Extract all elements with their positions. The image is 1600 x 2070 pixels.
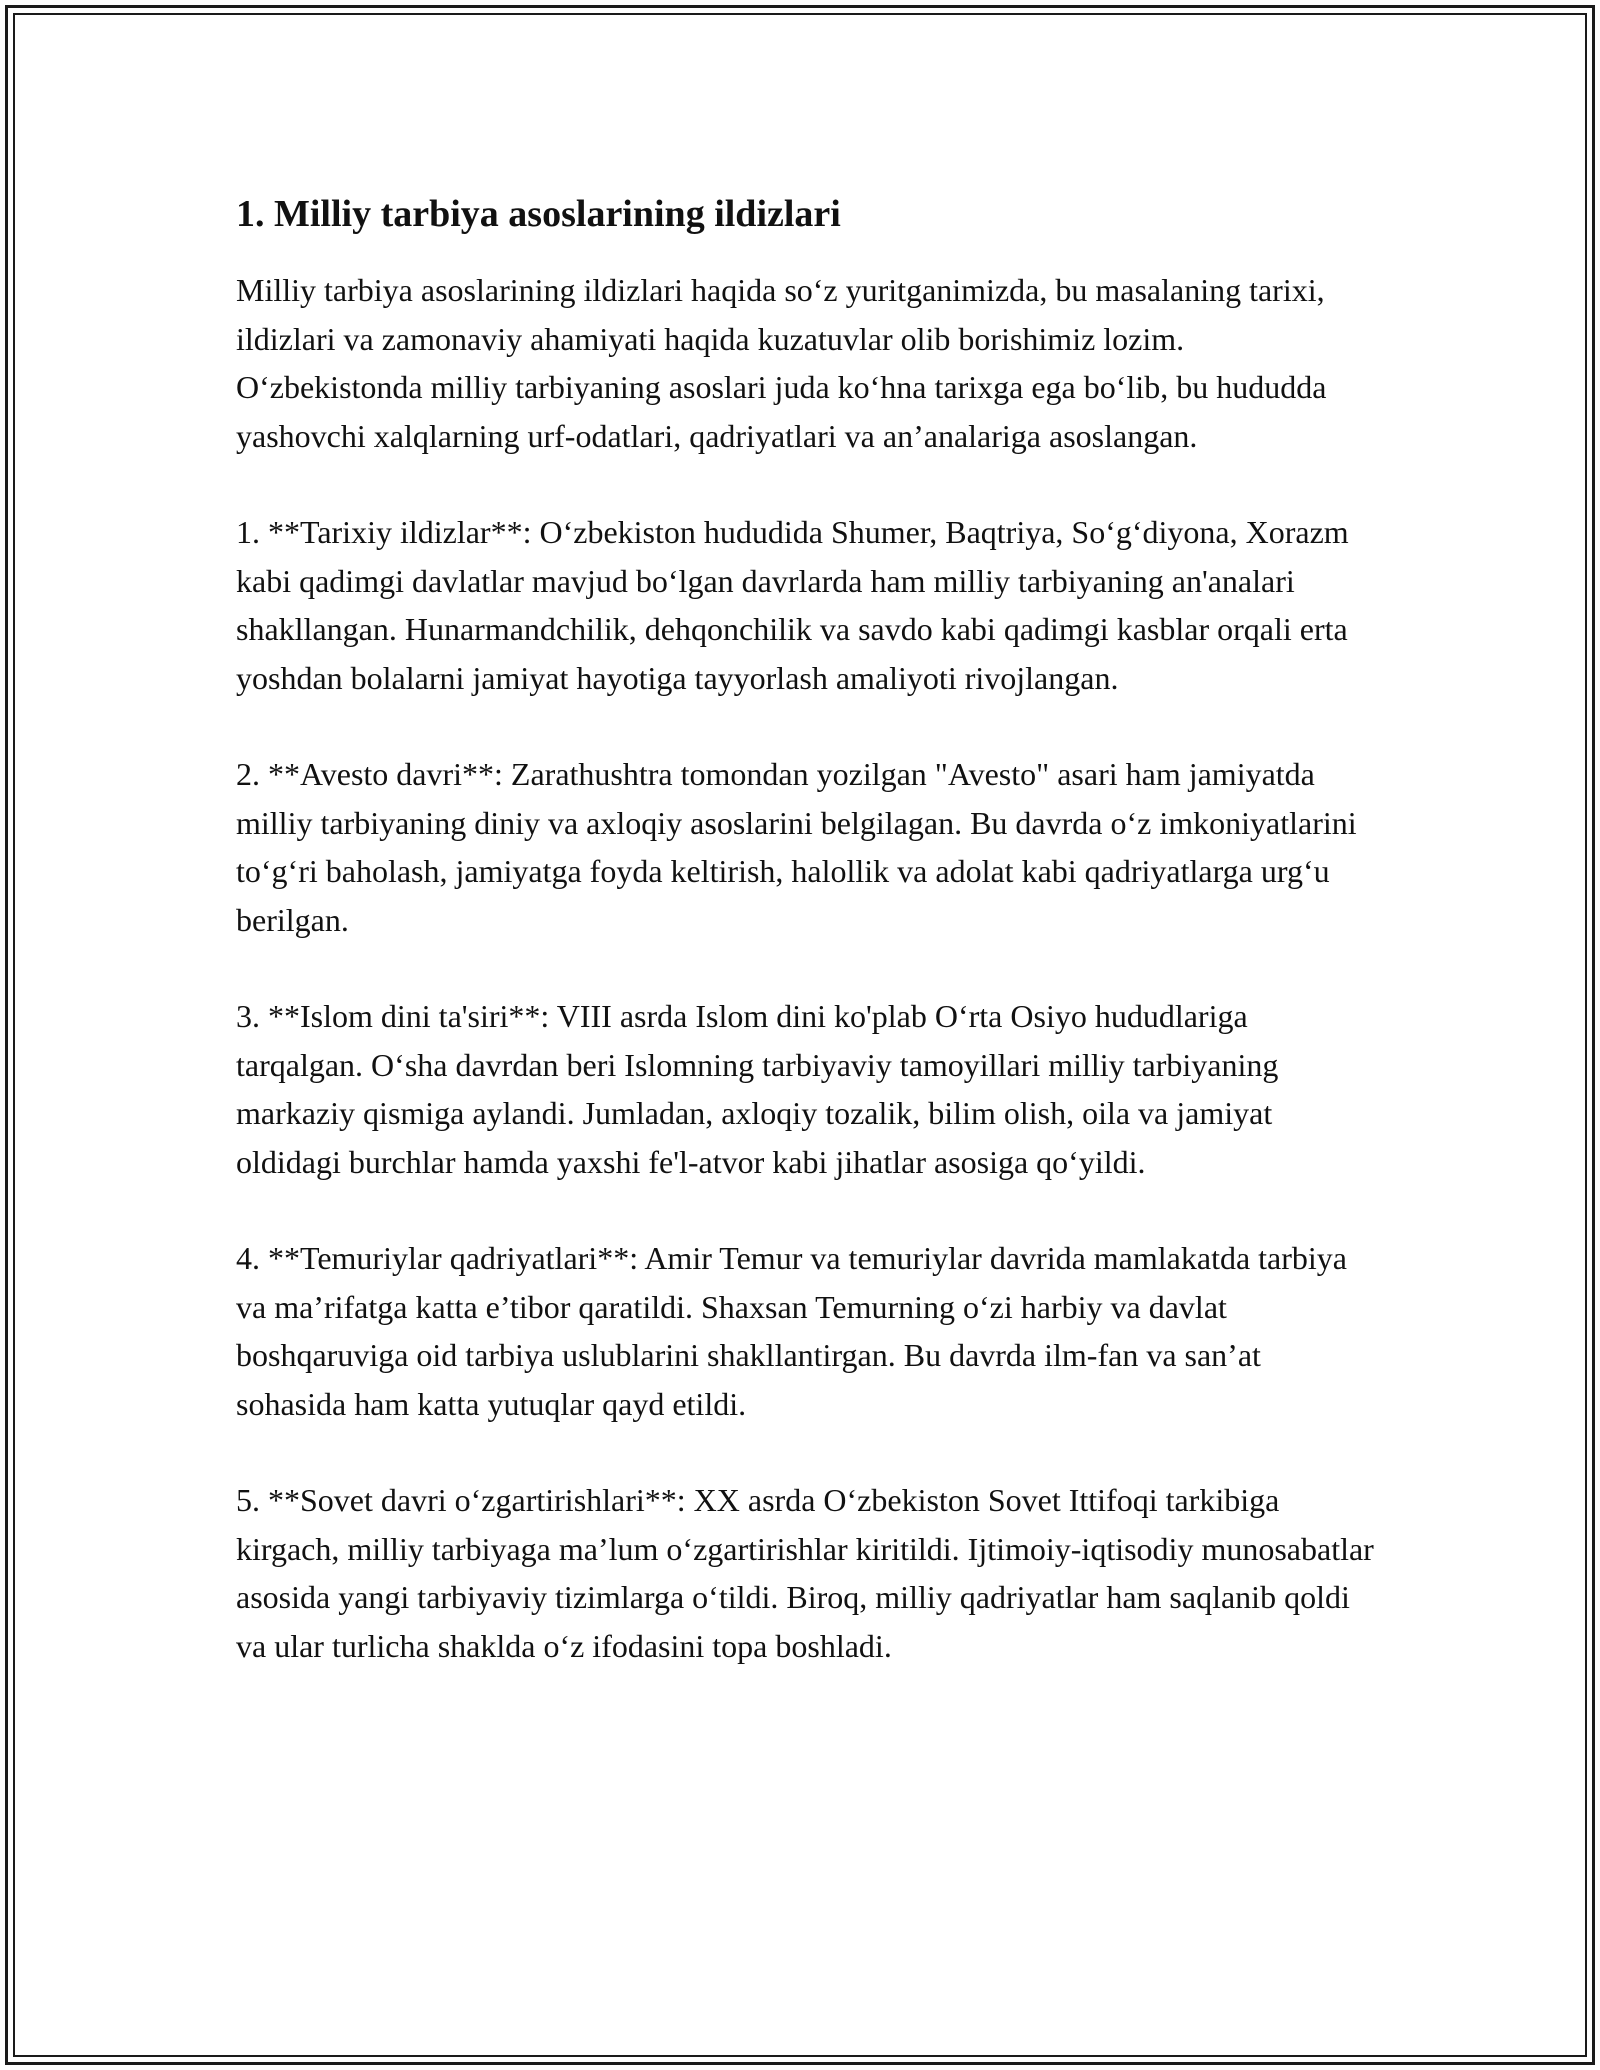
intro-paragraph: Milliy tarbiya asoslarining ildizlari haqida so‘z yuritganimizda, bu masalaning tarixi, ildizlari va zamonaviy ahamiyati haqida kuzatuvlar olib borishimiz lozim. O‘zbekistonda milliy tarbiyaning asoslari juda ko‘hna tarixga ega bo‘lib, bu hududda yashovchi xalqlarning urf-odatlari, qadriyatlari va an’analariga asoslangan. (236, 272, 1327, 454)
list-item-soviet-changes: 5. **Sovet davri o‘zgartirishlari**: XX asrda O‘zbekiston Sovet Ittifoqi tarkibiga kirgach, milliy tarbiyaga ma’lum o‘zgartirishlar kiritildi. Ijtimoiy-iqtisodiy munosabatlar asosida yangi tarbiyaviy tizimlarga o‘tildi. Biroq, milliy qadriyatlar ham saqlanib qoldi va ular turlicha shaklda o‘z ifodasini topa boshladi. (236, 1482, 1374, 1664)
list-item-historical-roots: 1. **Tarixiy ildizlar**: O‘zbekiston hududida Shumer, Baqtriya, So‘g‘diyona, Xorazm kabi qadimgi davlatlar mavjud bo‘lgan davrlarda ham milliy tarbiyaning an'analari shakllangan. Hunarmandchilik, dehqonchilik va savdo kabi qadimgi kasblar orqali erta yoshdan bolalarni jamiyat hayotiga tayyorlash amaliyoti rivojlangan. (236, 514, 1349, 696)
list-item-timurid-values: 4. **Temuriylar qadriyatlari**: Amir Temur va temuriylar davrida mamlakatda tarbiya va ma’rifatga katta e’tibor qaratildi. Shaxsan Temurning o‘zi harbiy va davlat boshqaruviga oid tarbiya uslublarini shakllantirgan. Bu davrda ilm-fan va san’at sohasida ham katta yutuqlar qayd etildi. (236, 1240, 1347, 1422)
document-body (236, 188, 1376, 1718)
section-heading: 1. Milliy tarbiya asoslarining ildizlari (236, 193, 841, 235)
list-item-avesto-period: 2. **Avesto davri**: Zarathushtra tomondan yozilgan "Avesto" asari ham jamiyatda milliy tarbiyaning diniy va axloqiy asoslarini belgilagan. Bu davrda o‘z imkoniyatlarini to‘g‘ri baholash, jamiyatga foyda keltirish, halollik va adolat kabi qadriyatlarga urg‘u berilgan. (236, 756, 1357, 938)
list-item-islam-influence: 3. **Islom dini ta'siri**: VIII asrda Islom dini ko'plab O‘rta Osiyo hududlariga tarqalgan. O‘sha davrdan beri Islomning tarbiyaviy tamoyillari milliy tarbiyaning markaziy qismiga aylandi. Jumladan, axloqiy tozalik, bilim olish, oila va jamiyat oldidagi burchlar hamda yaxshi fe'l-atvor kabi jihatlar asosiga qo‘yildi. (236, 998, 1279, 1180)
